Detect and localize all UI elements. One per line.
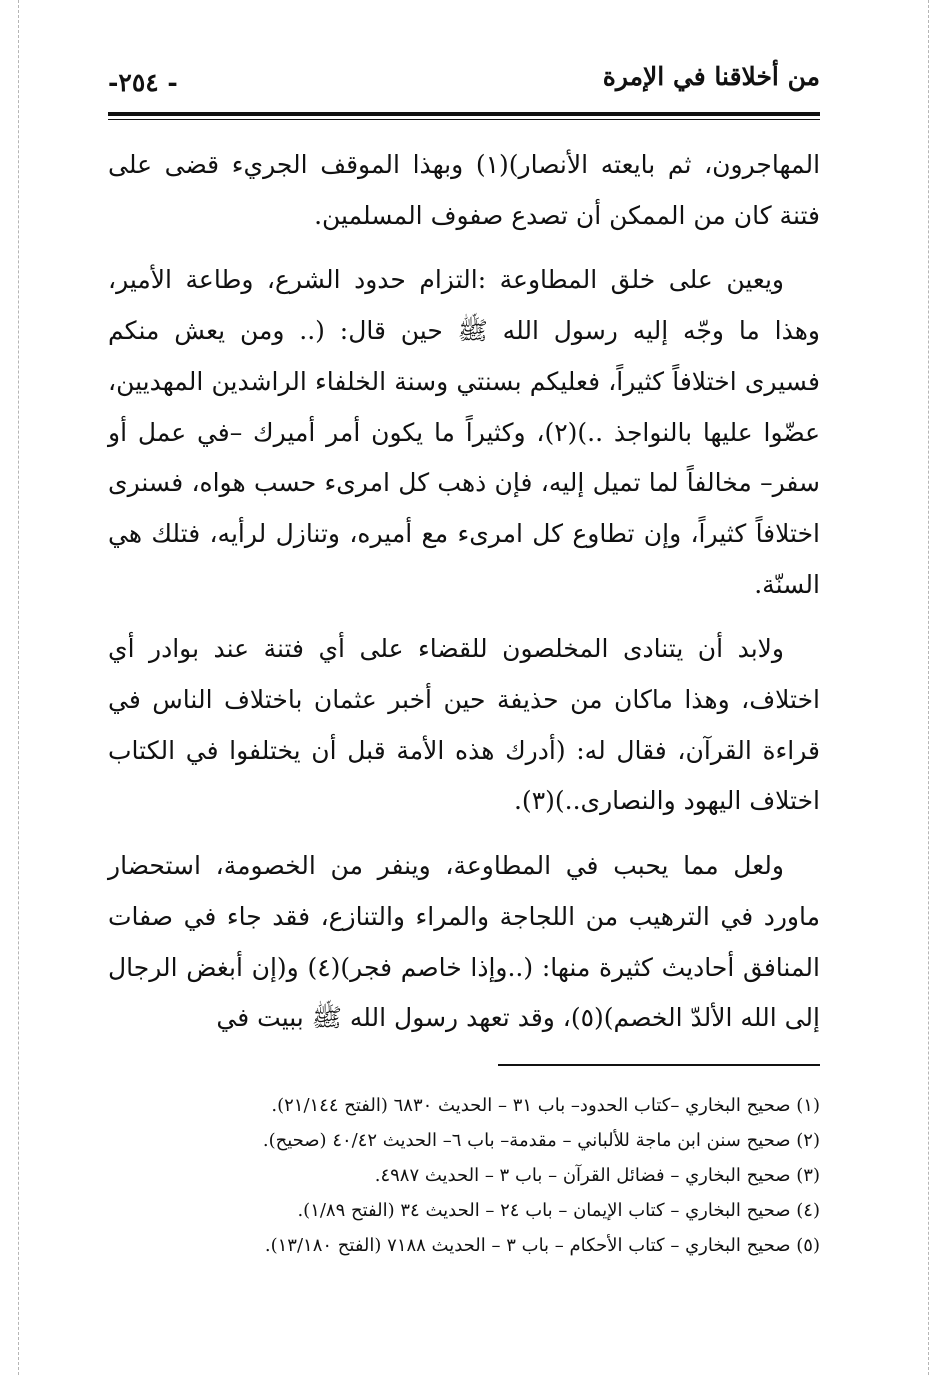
footnotes	[108, 1088, 820, 1263]
page-number: -٢٥٤ -	[108, 68, 178, 97]
body-text	[108, 140, 820, 1044]
header-rule-thin	[108, 119, 820, 120]
footnote-separator	[498, 1064, 820, 1066]
paragraph-1: المهاجرون، ثم بايعته الأنصار)(١) وبهذا الموقف الجريء قضى على فتنة كان من الممكن أن تصدع صفوف المسلمين.	[108, 150, 821, 230]
scan-edge-left	[18, 0, 19, 1375]
footnote-4: (٤) صحيح البخاري – كتاب الإيمان – باب ٢٤ – الحديث ٣٤ (الفتح ١/٨٩).	[297, 1199, 820, 1221]
footnote-1: (١) صحيح البخاري –كتاب الحدود– باب ٣١ – الحديث ٦٨٣٠ (الفتح ٢١/١٤٤).	[271, 1094, 820, 1116]
paragraph-4: ولعل مما يحبب في المطاوعة، وينفر من الخصومة، استحضار ماورد في الترهيب من اللجاجة والمراء والتنازع، فقد جاء في صفات المنافق أحاديث كثيرة منها: (..وإذا خاصم فجر)(٤) و(إن أبغض الرجال إلى الله الألدّ الخصم)(٥)، وقد تعهد رسول الله ﷺ ببيت في	[108, 851, 821, 1033]
scan-edge-right	[928, 0, 929, 1375]
page-header	[108, 40, 820, 102]
header-rule-thick	[108, 112, 820, 116]
paragraph-2: ويعين على خلق المطاوعة :التزام حدود الشرع، وطاعة الأمير، وهذا ما وجّه إليه رسول الله ﷺ حين قال: (.. ومن يعش منكم فسيرى اختلافاً كثيراً، فعليكم بسنتي وسنة الخلفاء الراشدين المهديين، عضّوا عليها بالنواجذ ..)(٢)، وكثيراً ما يكون أمر أميرك –في عمل أو سفر– مخالفاً لما تميل إليه، فإن ذهب كل امرىء حسب هواه، فسنرى اختلافاً كثيراً، وإن تطاوع كل امرىء مع أميره، وتنازل لرأيه، فتلك هي السنّة.	[108, 265, 820, 599]
running-title: من أخلاقنا في الإمرة	[602, 62, 820, 91]
footnote-2: (٢) صحيح سنن ابن ماجة للألباني – مقدمة– باب ٦– الحديث ٤٠/٤٢ (صحيح).	[262, 1129, 820, 1151]
footnote-5: (٥) صحيح البخاري – كتاب الأحكام – باب ٣ – الحديث ٧١٨٨ (الفتح ١٣/١٨٠).	[264, 1234, 820, 1256]
paragraph-3: ولابد أن يتنادى المخلصون للقضاء على أي فتنة عند بوادر أي اختلاف، وهذا ماكان من حذيفة حين أخبر عثمان باختلاف الناس في قراءة القرآن، فقال له: (أدرك هذه الأمة قبل أن يختلفوا في الكتاب اختلاف اليهود والنصارى..)(٣).	[108, 634, 820, 816]
footnote-3: (٣) صحيح البخاري – فضائل القرآن – باب ٣ – الحديث ٤٩٨٧.	[374, 1164, 820, 1186]
book-page	[108, 40, 820, 1263]
